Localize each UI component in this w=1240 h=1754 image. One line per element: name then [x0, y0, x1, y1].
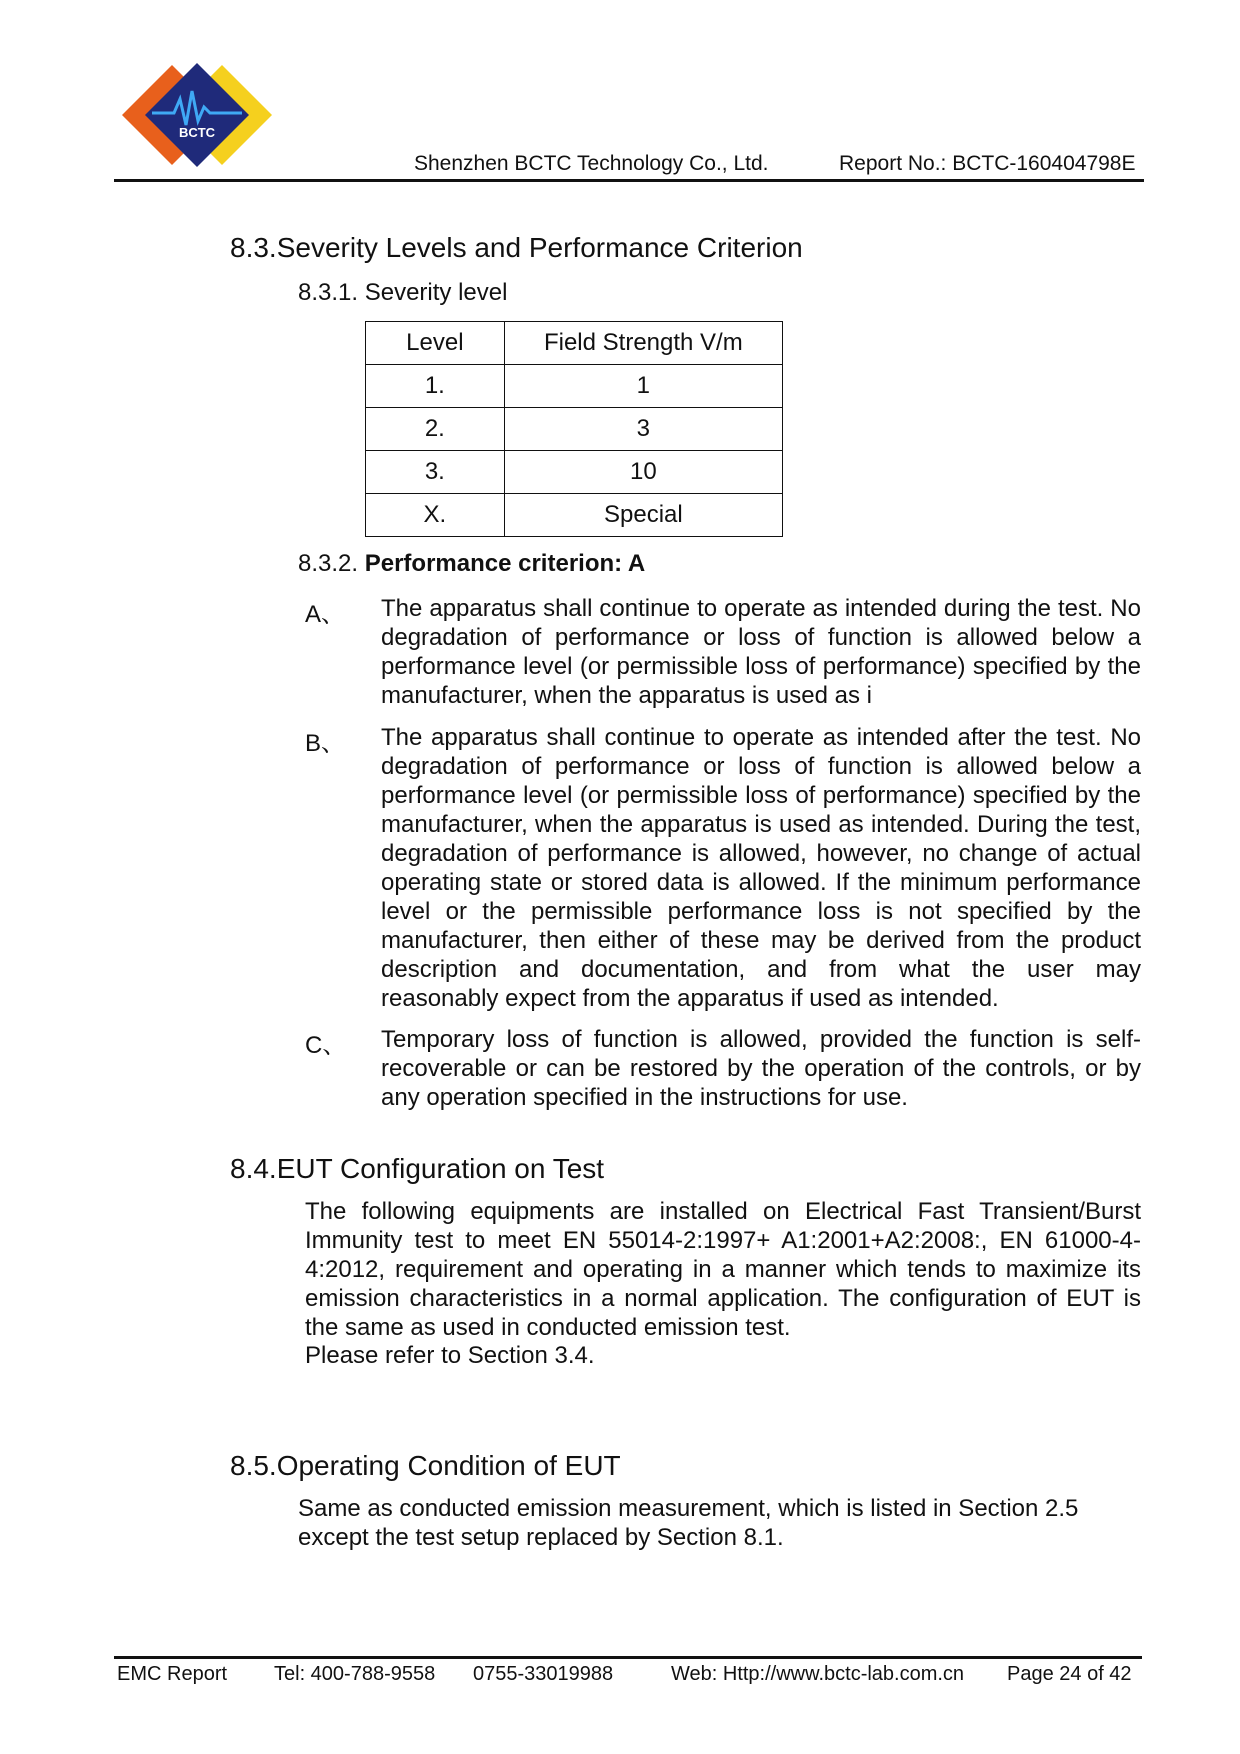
section-8-3-2-title [298, 550, 645, 578]
section-8-4-title: 8.4.EUT Configuration on Test [230, 1153, 605, 1184]
table-header-row [366, 322, 783, 365]
table-cell: Special [504, 494, 782, 537]
table-cell: 3. [366, 451, 505, 494]
footer-web: Web: Http://www.bctc-lab.com.cn [671, 1663, 965, 1685]
table-cell: 3 [504, 408, 782, 451]
table-header-cell: Field Strength V/m [504, 322, 782, 365]
criterion-b-label: B、 [305, 730, 346, 757]
footer-page-number: Page 24 of 42 [1007, 1663, 1132, 1685]
company-name: Shenzhen BCTC Technology Co., Ltd. [414, 152, 769, 175]
criterion-c-label: C、 [305, 1032, 347, 1059]
section-8-3-2-number: 8.3.2. [298, 550, 365, 577]
footer-report-label: EMC Report [117, 1663, 228, 1685]
table-cell: 1. [366, 365, 505, 408]
severity-table [365, 321, 783, 537]
table-cell: 2. [366, 408, 505, 451]
criterion-a-text: The apparatus shall continue to operate as intended during the test. No degradation of performance or loss of function is allowed below a performance level (or permissible loss of performance) specified by the manufacturer, when the apparatus is used as i [381, 595, 1141, 709]
section-8-3-1-title: 8.3.1. Severity level [298, 279, 508, 306]
table-cell: 1 [504, 365, 782, 408]
criterion-c-text: Temporary loss of function is allowed, provided the function is self-recoverable or can be restored by the operation of the controls, or by any operation specified in the instructions for use. [381, 1026, 1141, 1111]
logo-wordmark: BCTC [178, 125, 216, 140]
section-8-4-note: Please refer to Section 3.4. [305, 1342, 595, 1369]
report-number: Report No.: BCTC-160404798E [839, 152, 1136, 175]
table-header-cell: Level [366, 322, 505, 365]
section-8-5-line1: Same as conducted emission measurement, which is listed in Section 2.5 [298, 1495, 1079, 1522]
bctc-logo [112, 55, 282, 175]
section-8-5-line2: except the test setup replaced by Section 8.1. [298, 1524, 784, 1551]
section-8-5-title: 8.5.Operating Condition of EUT [230, 1450, 621, 1481]
section-8-3-title: 8.3.Severity Levels and Performance Criterion [230, 232, 803, 263]
footer-tel-2: 0755-33019988 [473, 1663, 614, 1685]
table-row [366, 494, 783, 537]
table-row [366, 365, 783, 408]
header-rule [114, 179, 1144, 182]
criterion-b-text: The apparatus shall continue to operate as intended after the test. No degradation of performance or loss of function is allowed below a performance level (or permissible loss of performance) specified by the manufacturer, when the apparatus is used as intended. During the test, degradation of performance is allowed, however, no change of actual operating state or stored data is allowed. If the minimum performance level or the permissible performance loss is not specified by the manufacturer, then either of these may be derived from the product description and documentation, and from what the user may reasonably expect from the apparatus if used as intended. [381, 724, 1141, 1012]
footer-tel: Tel: 400-788-9558 [274, 1663, 436, 1685]
table-row [366, 451, 783, 494]
section-8-4-body: The following equipments are installed on Electrical Fast Transient/Burst Immunity test to meet EN 55014-2:1997+ A1:2001+A2:2008:, EN 61000-4-4:2012, requirement and operating in a manner which tends to maximize its emission characteristics in a normal application. The configuration of EUT is the same as used in conducted emission test. [305, 1198, 1141, 1341]
table-cell: 10 [504, 451, 782, 494]
section-8-3-2-criterion: Performance criterion: A [364, 550, 646, 577]
table-cell: X. [366, 494, 505, 537]
criterion-a-label: A、 [305, 601, 346, 628]
table-row [366, 408, 783, 451]
footer-rule [114, 1656, 1142, 1659]
